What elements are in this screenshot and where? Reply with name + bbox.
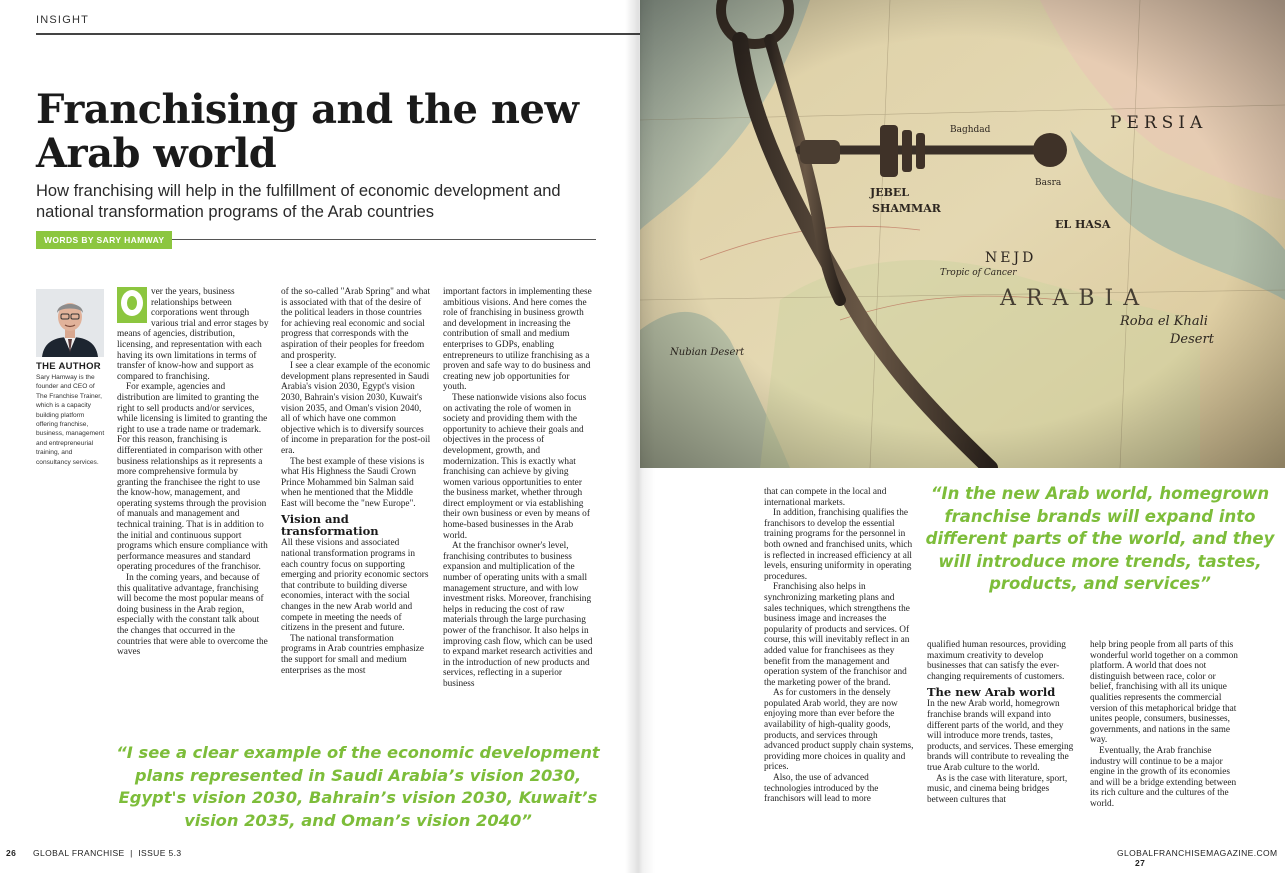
body-column-3 xyxy=(443,287,593,690)
drop-cap-o xyxy=(117,287,147,323)
body-paragraph: qualified human resources, providing maximum creativity to develop businesses that can satisfy the ever-changing requirements of customers. xyxy=(927,640,1066,682)
body-paragraph: that can compete in the local and international markets. xyxy=(764,487,887,508)
headline-line-2: Arab world xyxy=(36,130,277,177)
page-number: 27 xyxy=(1135,858,1146,868)
author-portrait-icon xyxy=(36,289,104,357)
body-paragraph: important factors in implementing these ambitious visions. And here comes the role of franchising in business growth and development in increasing the contribution of small and medium enterprises to GDPs, enabling entrepreneurs to utilize franchising as a proven and safe way to do business and creating new job opportunities for youth. xyxy=(443,287,592,393)
pull-quote: “In the new Arab world, homegrown franchise brands will expand into different parts of the world, and they will introduce more trends, tastes, products, and services” xyxy=(925,484,1275,593)
right-page xyxy=(640,0,1285,873)
body-paragraph: help bring people from all parts of this wonderful world together on a common platform. A world that does not distinguish between race, color or belief, franchising with all its unique qualities represents the commercial version of this metaphorical bridge that unites people, consumers, businesses, governments, and nations in the same way. xyxy=(1090,640,1238,746)
body-column-5 xyxy=(927,640,1079,805)
body-column-4 xyxy=(764,487,914,805)
antique-map-with-dividers-icon xyxy=(640,0,1285,468)
section-label: INSIGHT xyxy=(36,14,90,26)
headline-line-1: Franchising and the new xyxy=(36,86,579,133)
page-number: 26 xyxy=(6,848,17,858)
body-paragraph: The national transformation programs in Arab countries emphasize the support for small and medium enterprises as the most xyxy=(281,633,425,676)
body-column-1 xyxy=(117,287,269,658)
body-paragraph: These nationwide visions also focus on activating the role of women in society and providing them with the opportunity to achieve their goals and objectives in the process of development, growth, and modernization. This is exactly what franchising can achieve by giving women various opportunities to enter the business market, whether through direct employment or via establishing their own business or even by means of home-based businesses in the Arab world. xyxy=(443,392,590,541)
article-headline xyxy=(36,88,596,176)
left-page xyxy=(0,0,640,873)
body-paragraph: At the franchisor owner's level, franchising contributes to business expansion and multiplication of the number of operating units with a small management structure, and with low investment risks. Moreover, franchising helps in reducing the cost of raw materials through the large purchasing power of the franchisor. It also helps in improving cash flow, which can be used to expand market research activities and in the introduction of new products and services, reflecting in a superior business xyxy=(443,541,593,689)
body-paragraph: As for customers in the densely populated Arab world, they are now enjoying more than ever before the availability of high-quality goods, products, and services through advanced product supply chain systems, providing more choices in quality and prices. xyxy=(764,688,914,773)
standfirst-line-1: How franchising will help in the fulfillment of economic development and xyxy=(36,182,561,200)
body-paragraph: I see a clear example of the economic development plans represented in Saudi Arabia's vision 2030, Egypt's vision 2030, Bahrain's vision 2030, Kuwait's vision 2035, and Oman's vision 2040, all of which have one common objective which is to diversify sources of income in preparation for the post-oil era. xyxy=(281,361,431,456)
body-column-6 xyxy=(1090,640,1240,810)
author-heading: THE AUTHOR xyxy=(36,361,101,372)
folio-right xyxy=(1117,848,1285,868)
article-standfirst xyxy=(36,181,596,223)
author-photo xyxy=(36,289,104,357)
body-paragraph: In the coming years, and because of this qualitative advantage, franchising will become the most popular means of doing business in the Arab region, especially with the constant talk about the changes that occurred in the countries that were able to overcome the waves xyxy=(117,573,268,658)
map-photo xyxy=(640,0,1285,468)
body-paragraph: In addition, franchising qualifies the franchisors to develop the essential training programs for the personnel in both owned and franchised units, which is reflected in increased efficiency at all levels, ensuring uniformity in operating procedures. xyxy=(764,508,913,582)
byline-badge: WORDS BY SARY HAMWAY xyxy=(36,231,172,249)
website-url: GLOBALFRANCHISEMAGAZINE.COM xyxy=(1117,848,1278,858)
publication-issue: GLOBAL FRANCHISE | ISSUE 5.3 xyxy=(33,848,182,858)
body-paragraph: As is the case with literature, sport, music, and cinema being bridges between cultures that xyxy=(927,773,1068,805)
pull-quote: “I see a clear example of the economic development plans represented in Saudi Arabia’s vision 2030, Egypt's vision 2030, Bahrain’s vision 2030, Kuwait’s vision 2035, and Oman’s vision 2040” xyxy=(116,743,600,830)
author-bio: Sary Hamway is the founder and CEO of The Franchise Trainer, which is a capacity building platform offering franchise, business, management and entrepreneurial training, and consultancy services. xyxy=(36,374,105,466)
body-paragraph: For example, agencies and distribution are limited to granting the right to sell products and/or services, while licensing is limited to granting the right to use a trade name or trademark. For this reason, franchising is differentiated in comparison with other business relationships as it represents a more comprehensive formula by granting the franchisee the right to use the know-how, management, and operating systems through the provision of manuals and management and technical training. That is in addition to the initial and continuous support programs which ensure compliance with performance measures and standard operating procedures of the franchisor. xyxy=(117,382,268,573)
body-paragraph: ver the years, business relationships between corporations went through various trial and error stages by means of agencies, distribution, licensing, and representation with each having its own limitations in terms of transfer of know-how and support as compared to franchising. xyxy=(117,287,269,382)
folio-left xyxy=(6,848,182,858)
subheading: The new Arab world xyxy=(927,685,1056,700)
body-column-2 xyxy=(281,287,431,676)
body-paragraph: Eventually, the Arab franchise industry will continue to be a major engine in the growth of its economies and will be a bridge extending between its rich culture and the cultures of the world. xyxy=(1090,745,1237,809)
body-paragraph: In the new Arab world, homegrown franchise brands will expand into different parts of the world, and they will introduce more trends, tastes, products, and services. These emerging brands will contribute to revealing the true Arab culture to the world. xyxy=(927,699,1074,773)
section-divider xyxy=(36,33,640,35)
body-paragraph: of the so-called "Arab Spring" and what is associated with that of the desire of the political leaders in those countries for achieving real economic and social progress that corresponds with the aspiration of their peoples for freedom and prosperity. xyxy=(281,287,431,361)
subheading: Vision and transformation xyxy=(281,512,379,539)
body-paragraph: The best example of these visions is what His Highness the Saudi Crown Prince Mohammed bin Salman said when he mentioned that the Middle East will become the "new Europe". xyxy=(281,456,425,509)
body-paragraph: All these visions and associated national transformation programs in each country focus on supporting emerging and priority economic sectors that contribute to building diverse economies, interact with the social changes in the new Arab world and compete in meeting the needs of citizens in the present and future. xyxy=(281,538,429,634)
body-paragraph: Also, the use of advanced technologies introduced by the franchisors will lead to more xyxy=(764,773,879,805)
standfirst-line-2: national transformation programs of the Arab countries xyxy=(36,203,435,221)
body-paragraph: Franchising also helps in synchronizing marketing plans and sales techniques, which strengthens the business image and increases the popularity of products and services. Of course, this will inevitably reflect in an added value for franchisees as they benefit from the management and operation system of the franchisor and the marketing power of the brand. xyxy=(764,582,910,688)
